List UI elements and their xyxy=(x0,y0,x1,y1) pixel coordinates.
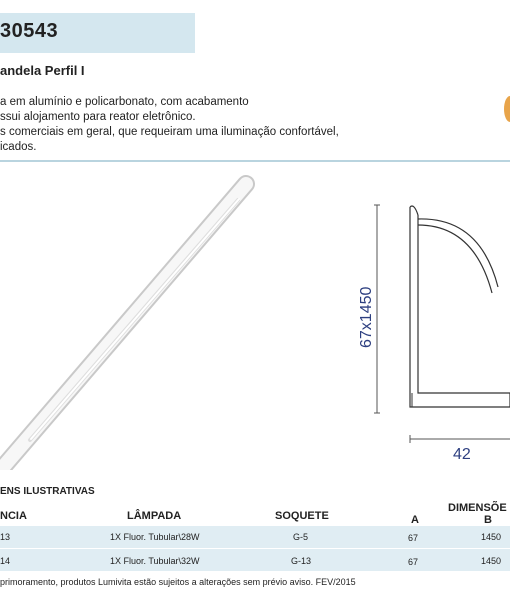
section-divider xyxy=(0,160,510,162)
table-cell-lamp: 1X Fluor. Tubular\32W xyxy=(110,556,200,566)
brand-mark xyxy=(504,96,510,122)
col-b: B xyxy=(484,514,492,526)
profile-drawing xyxy=(370,195,510,445)
col-dimensions: DIMENSÕE xyxy=(448,502,507,514)
luminaire-image xyxy=(0,170,270,470)
table-cell-lamp: 1X Fluor. Tubular\28W xyxy=(110,532,200,542)
product-title: andela Perfil I xyxy=(0,63,85,78)
table-cell-socket: G-13 xyxy=(291,556,312,566)
description-line-2: ssui alojamento para reator eletrônico. xyxy=(0,111,196,123)
description-line-4: icados. xyxy=(0,141,37,153)
table-cell-a: 67 xyxy=(408,533,419,543)
col-a: A xyxy=(411,514,419,526)
description-line-1: a em alumínio e policarbonato, com acabamento xyxy=(0,96,249,108)
col-socket: SOQUETE xyxy=(275,510,329,522)
width-dimension-label: 42 xyxy=(453,446,471,463)
table-row-bg xyxy=(0,526,510,548)
table-row-bg xyxy=(0,549,510,571)
table-cell-b: 1450 xyxy=(481,532,502,542)
product-code: 30543 xyxy=(0,20,59,42)
table-cell-b: 1450 xyxy=(481,556,502,566)
description-line-3: s comerciais em geral, que requeiram uma iluminação confortável, xyxy=(0,126,339,138)
table-cell-socket: G-5 xyxy=(293,532,309,542)
col-reference: NCIA xyxy=(0,510,27,522)
footer-note: primoramento, produtos Lumivita estão sujeitos a alterações sem prévio aviso. FEV/2015 xyxy=(0,577,356,587)
svg-text:67x1450: 67x1450 xyxy=(358,286,375,348)
table-cell-a: 67 xyxy=(408,557,419,567)
table-cell-reference: 13 xyxy=(0,532,11,542)
illustrative-images-note: ENS ILUSTRATIVAS xyxy=(0,486,95,497)
table-cell-reference: 14 xyxy=(0,556,11,566)
height-dimension-label xyxy=(353,272,377,352)
col-lamp: LÂMPADA xyxy=(127,510,182,522)
